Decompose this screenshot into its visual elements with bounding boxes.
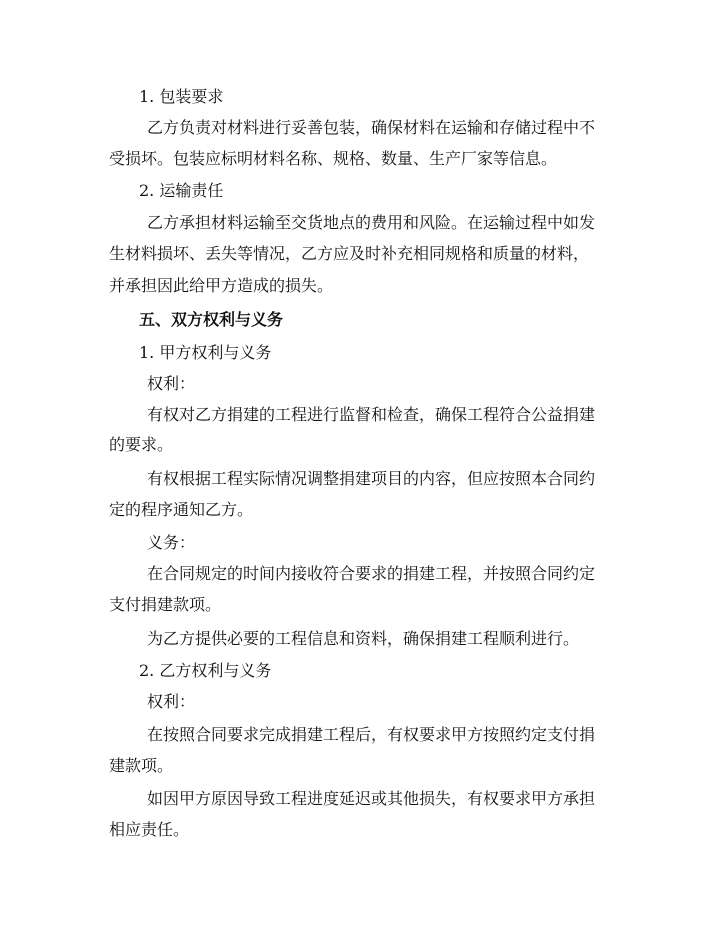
partyB-heading: 2. 乙方权利与义务: [139, 661, 272, 680]
paragraph-line: 的要求。: [109, 435, 174, 454]
paragraph-line: 有权根据工程实际情况调整捐建项目的内容，但应按照本合同约: [147, 469, 596, 488]
paragraph-line: 在合同规定的时间内接收符合要求的捐建工程，并按照合同约定: [147, 564, 596, 583]
rights-label: 权利：: [147, 692, 196, 711]
paragraph-line: 建款项。: [109, 756, 174, 775]
paragraph-line: 受损坏。包装应标明材料名称、规格、数量、生产厂家等信息。: [109, 149, 558, 168]
transport-heading: 2. 运输责任: [139, 181, 224, 200]
paragraph-line: 有权对乙方捐建的工程进行监督和检查，确保工程符合公益捐建: [147, 405, 596, 424]
paragraph-line: 支付捐建款项。: [109, 595, 222, 614]
paragraph-line: 如因甲方原因导致工程进度延迟或其他损失，有权要求甲方承担: [147, 789, 596, 808]
paragraph-line: 并承担因此给甲方造成的损失。: [109, 276, 334, 295]
paragraph-line: 乙方负责对材料进行妥善包装，确保材料在运输和存储过程中不: [147, 118, 596, 137]
packaging-heading: 1. 包装要求: [139, 87, 224, 106]
paragraph-line: 定的程序通知乙方。: [109, 500, 254, 519]
duties-label: 义务：: [147, 533, 196, 552]
rights-label: 权利：: [147, 374, 196, 393]
partyA-heading: 1. 甲方权利与义务: [139, 343, 272, 362]
paragraph-line: 在按照合同要求完成捐建工程后，有权要求甲方按照约定支付捐: [147, 725, 596, 744]
paragraph-line: 相应责任。: [109, 820, 190, 839]
paragraph-line: 生材料损坏、丢失等情况，乙方应及时补充相同规格和质量的材料，: [109, 244, 590, 263]
section-title: 五、双方权利与义务: [139, 310, 284, 329]
paragraph-line: 乙方承担材料运输至交货地点的费用和风险。在运输过程中如发: [147, 213, 596, 232]
paragraph-line: 为乙方提供必要的工程信息和资料，确保捐建工程顺利进行。: [147, 629, 580, 648]
